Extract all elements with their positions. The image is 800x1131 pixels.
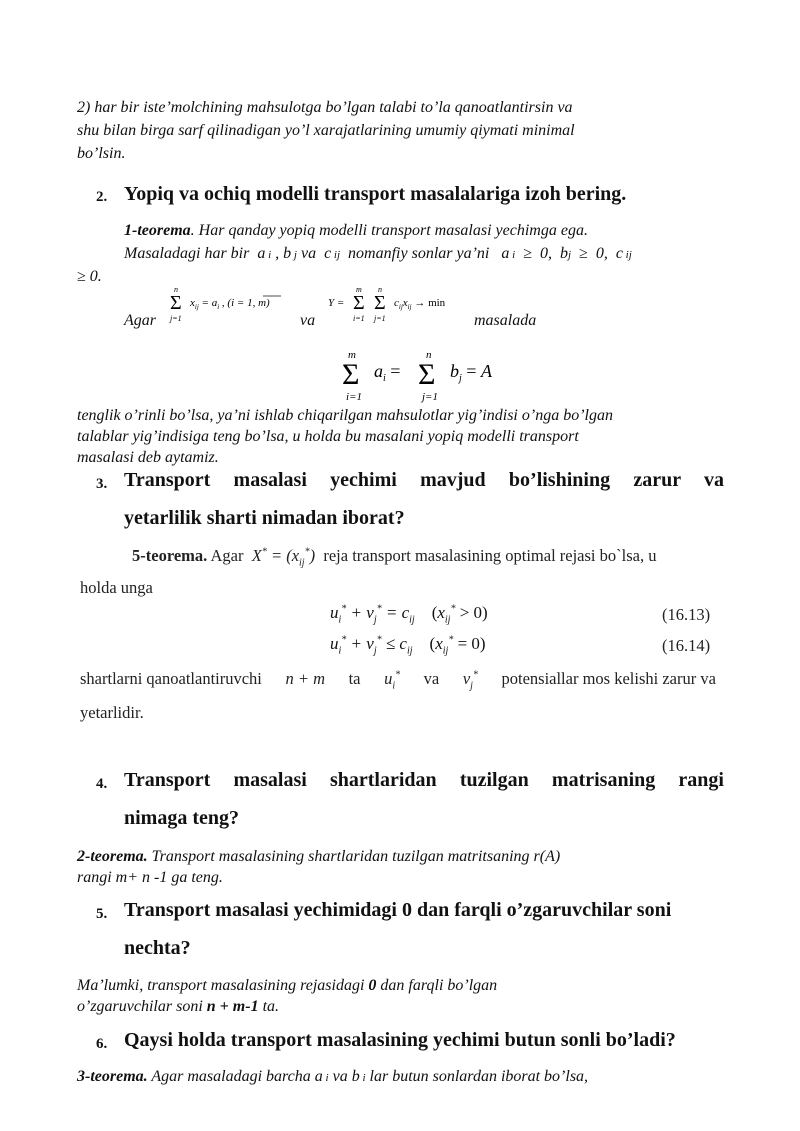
svg-text:Σ: Σ [374,292,386,314]
tail-part-c: va [423,669,440,688]
theorem-5-label: 5-teorema. [132,546,208,565]
theorem-1-text: . Har qanday yopiq modelli transport masalasi yechimga ega. [190,222,588,239]
agar-label: Agar [124,312,156,329]
q5-answer-line2-a: o’zgaruvchilar soni [77,998,203,1015]
math-bi: b i [351,1068,366,1085]
intro-paragraph [77,97,717,164]
svg-text:m: m [356,285,362,294]
svg-text:Σ: Σ [353,292,365,314]
theorem-2-line-2: rangi m+ n -1 ga teng. [77,869,223,886]
tail-part-a: shartlarni qanoatlantiruvchi [80,669,262,688]
q5-answer-zero: 0 [368,977,377,994]
question-6-number: 6. [96,1036,108,1052]
svg-text:n: n [426,349,432,361]
closed-model-definition [77,405,737,468]
optimal-plan-math: $X^* = (x_{ij}^*)$ [247,546,320,569]
svg-text:i=1: i=1 [353,314,365,323]
theorem-1-line-2-a: Masaladagi har bir [124,245,250,262]
svg-text:n: n [174,285,178,294]
question-3-number: 3. [96,476,108,492]
va-label: va [300,312,316,329]
definition-line-2: talablar yig’indisiga teng bo’lsa, u holda bu masalani yopiq modelli transport [77,428,579,445]
theorem-5-line-1 [132,546,656,568]
question-2-number: 2. [96,189,108,205]
theorem-2-line-1 [77,846,560,867]
theorem-3-line [77,1066,588,1089]
definition-line-3: masalasi deb aytamiz. [77,449,219,466]
tail-part-b: ta [348,669,361,688]
theorem-1-line-2 [124,243,744,266]
theorem-3-label: 3-teorema. [77,1068,148,1085]
theorem-1-label: 1-teorema [124,222,191,239]
svg-text:j=1: j=1 [422,391,438,403]
balance-equation [340,344,510,404]
u-star-math: $u_i^*$ [384,669,401,692]
math-nonneg: a i ≥ 0, bj ≥ 0, c ij [493,245,632,262]
v-star-math: $v_j^*$ [462,669,478,692]
equation-16-14-number: (16.14) [662,636,711,655]
holda-unga: holda unga [80,578,153,597]
math-ai-bj-cij: a i , b j va c ij [253,245,341,262]
svg-text:Σ: Σ [170,292,182,314]
q5-answer-line2-c: ta. [262,998,280,1015]
svg-text:j=1: j=1 [170,314,182,323]
q5-answer-a: Ma’lumki, transport masalasining rejasidagi [77,977,365,994]
theorem-3-text-c: lar butun sonlardan iborat bo’lsa, [369,1068,589,1085]
equation-16-13: $u_i^* + v_j^* = c_{ij}$ $(x_{ij}^* > 0)$ [330,603,488,626]
svg-text:bj = A: $b_j = A$ [450,361,492,384]
svg-text:cijxij → min: $c_{ij}x_{ij} \to \min$ [394,297,446,311]
equation-16-13-number: (16.13) [662,605,711,624]
theorem-1-line-2-b: nomanfiy sonlar ya’ni [348,245,490,262]
definition-line-1: tenglik o’rinli bo’lsa, ya’ni ishlab chiqarilgan mahsulotlar yig’indisi o’nga bo’lgan [77,407,613,424]
masalada-label: masalada [474,312,537,329]
q5-answer-count: n + m-1 [206,998,259,1015]
svg-text:Σ: Σ [342,358,360,391]
intro-line-2: shu bilan birga sarf qilinadigan yo’l xarajatlarining umumiy qiymati minimal [77,122,575,139]
theorem-5-agar: Agar [210,546,244,565]
theorem-2-text-1: Transport masalasining shartlaridan tuzilgan matritsaning r(A) [151,848,561,865]
question-4-title-line-2: nimaga teng? [124,807,239,829]
svg-text:j=1: j=1 [374,314,386,323]
ge-zero: ≥ 0. [77,268,102,285]
theorem-2-label: 2-teorema. [77,848,148,865]
yetarlidir: yetarlidir. [80,703,144,722]
svg-text:Σ: Σ [418,358,436,391]
theorem-3-text-a: Agar masaladagi barcha [151,1068,311,1085]
svg-text:xij = ai , (i = 1, m): $x_{ij} = a_i$ , (i = 1, m) [190,297,270,311]
svg-text:m: m [348,349,356,361]
theorem-3-va: va [332,1068,348,1085]
intro-line-3: bo’lsin. [77,145,126,162]
question-5-title-line-2: nechta? [124,937,191,959]
q5-answer-c: dan farqli bo’lgan [380,977,498,994]
theorem-1 [124,220,724,241]
objective-formula [326,282,476,326]
theorem-5-text: reja transport masalasining optimal rejasi bo`lsa, u [323,546,657,565]
theorem-5-tail [80,669,716,691]
equation-16-14: $u_i^* + v_j^* \le c_{ij}$ $(x_{ij}^* = 0)$ [330,634,486,657]
svg-text:Y =: Y = [328,297,345,309]
svg-text:n: n [378,285,382,294]
question-3-title-line-2: yetarlilik sharti nimadan iborat? [124,507,405,529]
intro-line-1: 2) har bir iste’molchining mahsulotga bo’lgan talabi to’la qanoatlantirsin va [77,99,573,116]
math-ai: a i [314,1068,329,1085]
question-3-title-line-1: Transport masalasi yechimi mavjud bo’lishining zarur va [124,469,724,491]
q5-answer-line-2 [77,996,279,1017]
question-6-title: Qaysi holda transport masalasining yechimi butun sonli bo’ladi? [124,1029,676,1051]
q5-answer-line-1 [77,975,497,996]
tail-part-d: potensiallar mos kelishi zarur va [501,669,716,688]
question-5-number: 5. [96,906,108,922]
question-4-number: 4. [96,776,108,792]
supply-constraint-formula [168,282,298,326]
question-5-title-line-1: Transport masalasi yechimidagi 0 dan farqli o’zgaruvchilar soni [124,899,672,921]
question-4-title-line-1: Transport masalasi shartlaridan tuzilgan matrisaning rangi [124,769,724,791]
svg-text:ai =: $a_i$ = [374,361,401,384]
question-2-title: Yopiq va ochiq modelli transport masalalariga izoh bering. [124,183,627,205]
n-plus-m-math: n + m [285,669,326,688]
svg-text:i=1: i=1 [346,391,362,403]
